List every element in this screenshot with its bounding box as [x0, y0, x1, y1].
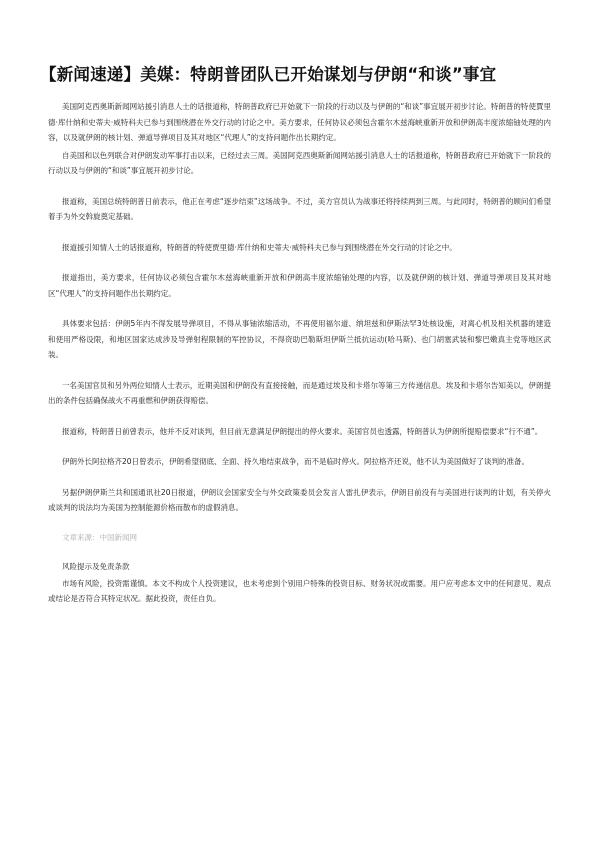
- article-title: 【新闻速递】美媒：特朗普团队已开始谋划与伊朗“和谈”事宜: [40, 65, 497, 84]
- paragraph-spacer: [48, 179, 551, 194]
- article-paragraph: 报道称，美国总统特朗普日前表示，他正在考虑“逐步结束”这场战争。不过，美方官员认为战事还将持续两到三周。与此同时，特朗普的顾问们希望着手为外交斡旋奠定基础。: [48, 196, 551, 221]
- paragraph-spacer: [48, 439, 551, 454]
- article-paragraph: 报道指出，美方要求，任何协议必须包含霍尔木兹海峡重新开放和伊朗高丰度浓缩铀处理的内容，以及就伊朗的核计划、弹道导弹项目及其对地区“代理人”的支持问题作出长期约定。: [48, 273, 551, 298]
- paragraph-spacer: [48, 516, 551, 531]
- article-paragraph: 报道称，特朗普日前曾表示，他并不反对谈判，但目前无意满足伊朗提出的停火要求。美国官员也透露，特朗普认为伊朗所提赔偿要求“行不通”。: [62, 426, 543, 436]
- article: [40, 63, 551, 607]
- article-paragraph: 伊朗外长阿拉格齐20日曾表示，伊朗希望彻底、全面、持久地结束战争，而不是临时停火。阿拉格齐还说，他不认为美国做好了谈判的准备。: [62, 457, 530, 466]
- section-spacer: [48, 545, 551, 560]
- paragraph-spacer: [48, 470, 551, 485]
- article-source: 文章来源：中国新闻网: [62, 532, 137, 542]
- article-paragraph: 自美国和以色列联合对伊朗发动军事打击以来，已经过去三周。美国阿克西奥斯新闻网站援引消息人士的话报道称，特朗普政府已开始就下一阶段的行动以及与伊朗的“和谈”事宜展开初步讨论。: [48, 150, 551, 175]
- article-paragraph: 报道援引知情人士的话报道称，特朗普的特使贾里德·库什纳和史蒂夫·威特科夫已参与到围绕潜在外交行动的讨论之中。: [62, 242, 457, 252]
- disclaimer-title: 风险提示及免责条款: [62, 561, 130, 571]
- paragraph-spacer: [48, 255, 551, 270]
- paragraph-spacer: [48, 225, 551, 240]
- paragraph-spacer: [48, 409, 551, 424]
- article-paragraph: 具体要求包括：伊朗5年内不得发展导弹项目，不得从事铀浓缩活动，不再使用福尔道、纳坦兹和伊斯法罕3处核设施，对离心机及相关机器的建造和使用严格设限，和地区国家达成涉及导弹射程限制的军控协议，不得资助巴勒斯坦伊斯兰抵抗运动(哈马斯)、也门胡塞武装和黎巴嫩真主党等地区武装。: [48, 319, 551, 359]
- paragraph-spacer: [48, 363, 551, 378]
- article-paragraph: 美国阿克西奥斯新闻网站援引消息人士的话报道称，特朗普政府已开始就下一阶段的行动以及与伊朗的“和谈”事宜展开初步讨论。特朗普的特使賈里德·库什纳和史蒂夫·威特科夫已参与到围绕潜在外交行动的讨论之中。美方要求，任何协议必须包含霍尔木兹海峡重新开放和伊朗高丰度浓缩铀处理的内容，以及就伊朗的核计划、弹道导弹项目及其对地区“代理人”的支持问题作出长期约定。: [48, 102, 551, 142]
- paragraph-spacer: [48, 301, 551, 316]
- article-paragraph: 另据伊朗伊斯兰共和国通讯社20日报道，伊朗议会国家安全与外交政策委员会发言人雷扎伊表示，伊朗目前没有与美国进行谈判的计划，有关停火或谈判的说法均为美国为控制能源价格而散布的虚假消息。: [48, 487, 551, 512]
- article-paragraph: 一名美国官员和另外两位知情人士表示，近期美国和伊朗没有直接接触，而是通过埃及和卡塔尔等第三方传递信息。埃及和卡塔尔告知美以，伊朗提出的条件包括确保战火不再重燃和伊朗获得赔偿。: [48, 380, 551, 405]
- disclaimer-body: 市场有风险，投资需谨慎。本文不构成个人投资建议，也未考虑到个别用户特殊的投资目标、财务状况或需要。用户应考虑本文中的任何意见、观点或结论是否符合其特定状况。据此投资，责任自负。: [48, 578, 551, 603]
